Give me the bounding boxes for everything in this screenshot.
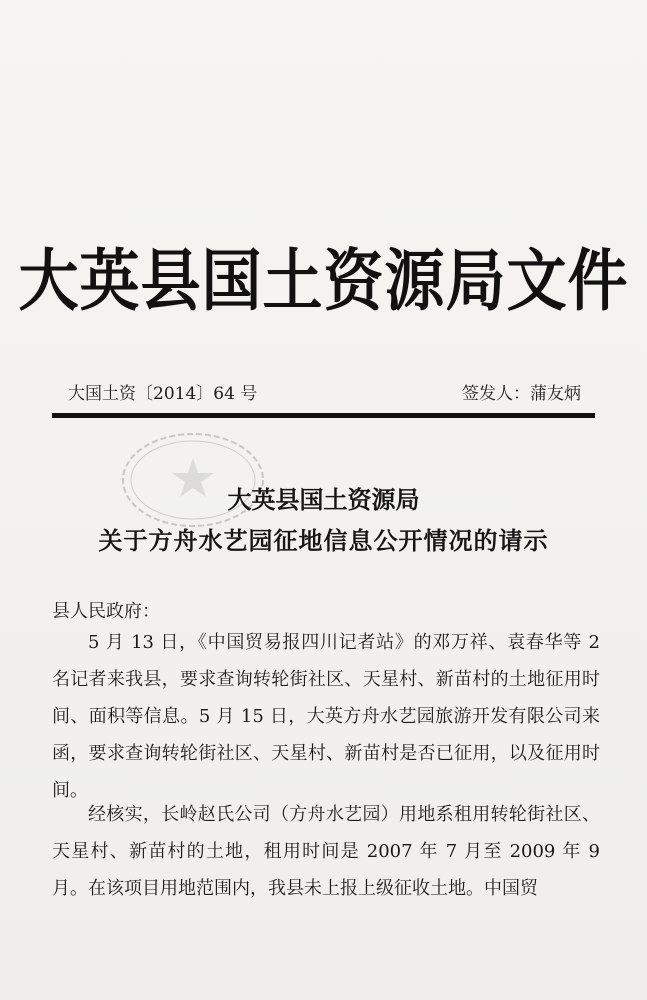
request-title-line-1: 大英县国土资源局 [227,486,420,514]
body-paragraph: 5 月 13 日，《中国贸易报四川记者站》的邓万祥、袁春华等 2 名记者来我县，要求查询转轮街社区、天星村、新苗村的土地征用时间、面积等信息。5 月 15 日，大英方舟水艺园旅游开发有限公司来函，要求查询转轮街社区、天星村、新苗村是否已征用，以及征用时间。 [52,632,600,801]
signer: 签发人：蒲友炳 [462,384,581,404]
document-info-line [68,379,581,404]
request-title-line-2: 关于方舟水艺园征地信息公开情况的请示 [98,527,549,555]
masthead-title: 大英县国土资源局文件 [18,242,629,321]
document-number: 大国土资〔2014〕64 号 [68,384,258,404]
body-paragraph: 经核实，长岭赵氏公司（方舟水艺园）用地系租用转轮街社区、天星村、新苗村的土地，租用时间是 2007 年 7 月至 2009 年 9 月。在该项目用地范围内，我县未上报上级征收土地。中国贸 [52,804,600,899]
salutation: 县人民政府： [52,601,160,622]
